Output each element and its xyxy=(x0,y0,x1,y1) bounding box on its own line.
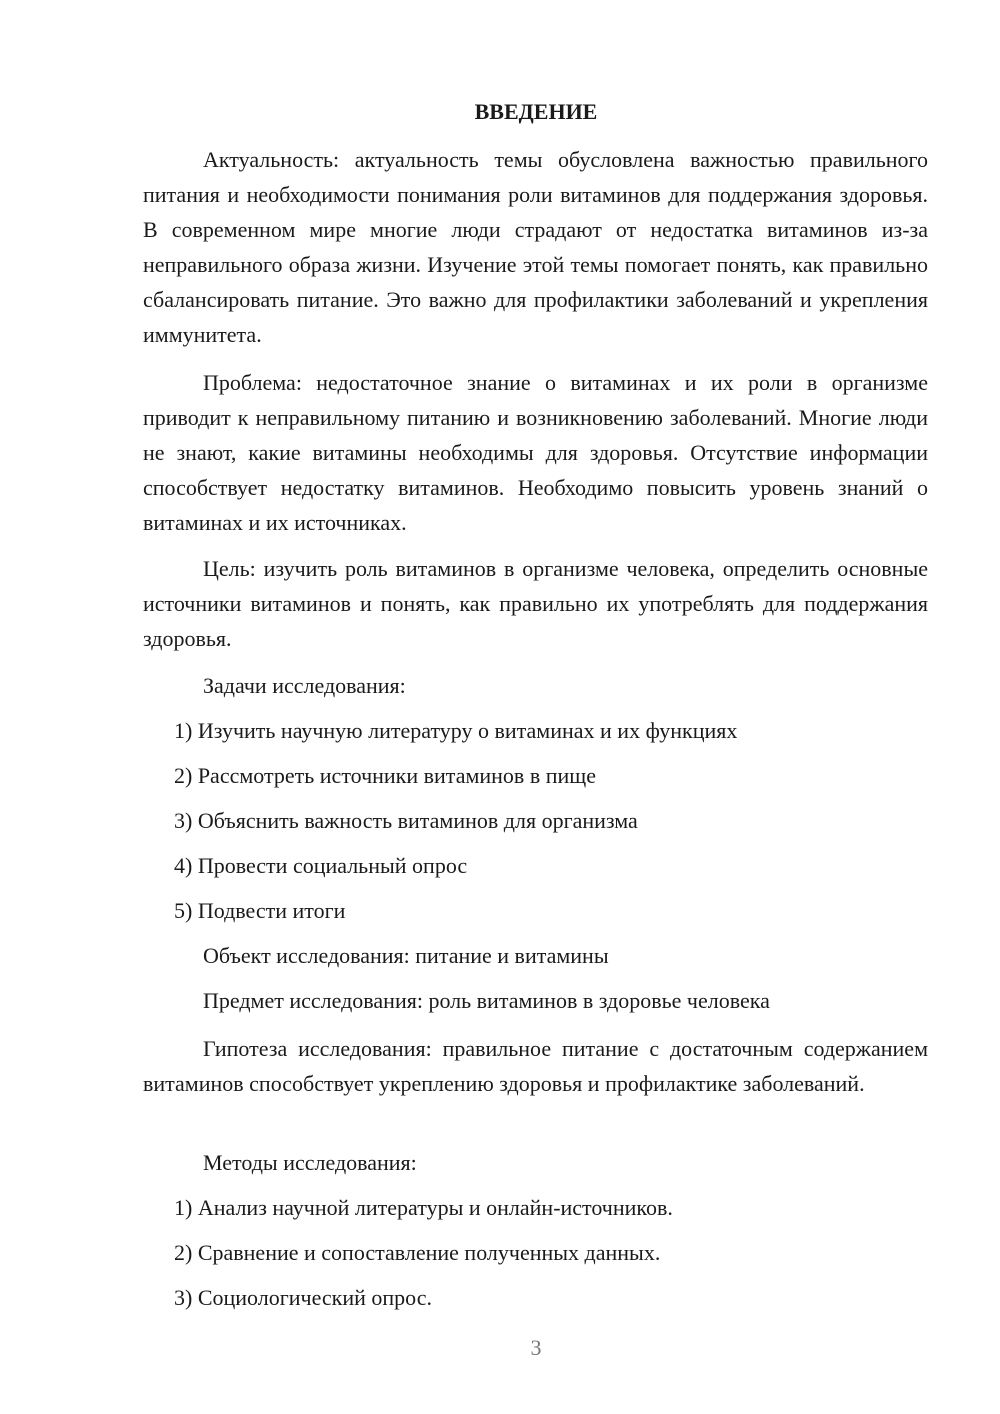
task-item-5: 5) Подвести итоги xyxy=(174,898,346,923)
method-item-1: 1) Анализ научной литературы и онлайн-источников. xyxy=(174,1195,673,1220)
page-number: 3 xyxy=(530,1335,542,1360)
task-item-3: 3) Объяснить важность витаминов для организма xyxy=(174,808,638,833)
hypothesis-paragraph: Гипотеза исследования: правильное питание с достаточным содержанием витаминов способствует укреплению здоровья и профилактике заболеваний. xyxy=(143,1036,928,1096)
tasks-heading: Задачи исследования: xyxy=(203,673,406,698)
problem-paragraph: Проблема: недостаточное знание о витаминах и их роли в организме приводит к неправильному питанию и возникновению заболеваний. Многие люди не знают, какие витамины необходимы для здоровья. Отсутствие информации способствует недостатку витаминов. Необходимо повысить уровень знаний о витаминах и их источниках. xyxy=(143,370,928,535)
task-item-2: 2) Рассмотреть источники витаминов в пище xyxy=(174,763,596,788)
page-title: ВВЕДЕНИЕ xyxy=(474,99,598,124)
goal-paragraph: Цель: изучить роль витаминов в организме человека, определить основные источники витаминов и понять, как правильно их употреблять для поддержания здоровья. xyxy=(143,556,928,651)
research-object: Объект исследования: питание и витамины xyxy=(203,943,609,968)
task-item-1: 1) Изучить научную литературу о витаминах и их функциях xyxy=(174,718,738,743)
relevance-paragraph: Актуальность: актуальность темы обусловлена важностью правильного питания и необходимости понимания роли витаминов для поддержания здоровья. В современном мире многие люди страдают от недостатка витаминов из-за неправильного образа жизни. Изучение этой темы помогает понять, как правильно сбалансировать питание. Это важно для профилактики заболеваний и укрепления иммунитета. xyxy=(143,147,928,347)
methods-heading: Методы исследования: xyxy=(203,1150,417,1175)
method-item-3: 3) Социологический опрос. xyxy=(174,1285,432,1310)
method-item-2: 2) Сравнение и сопоставление полученных данных. xyxy=(174,1240,661,1265)
task-item-4: 4) Провести социальный опрос xyxy=(174,853,468,878)
research-subject: Предмет исследования: роль витаминов в здоровье человека xyxy=(203,988,770,1013)
